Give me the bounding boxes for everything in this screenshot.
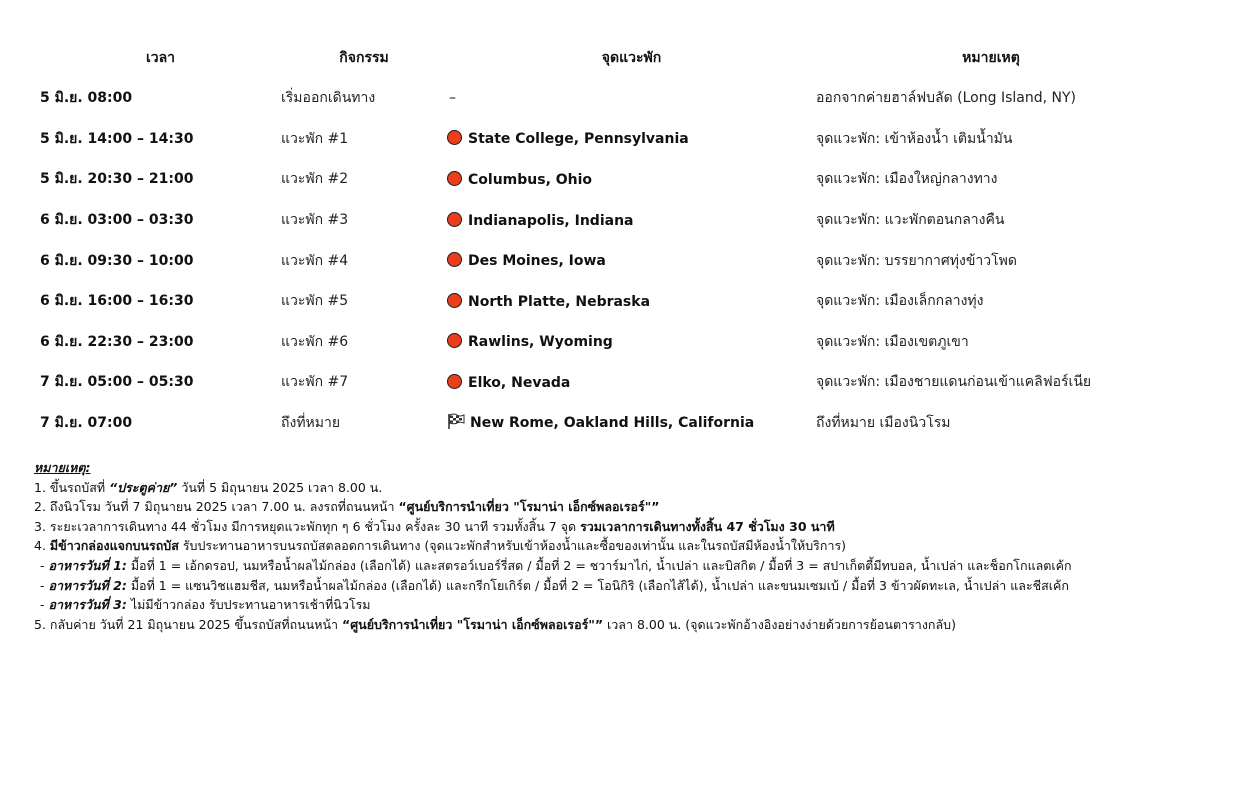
stop-name: State College, Pennsylvania xyxy=(468,131,689,148)
table-row xyxy=(40,240,1166,281)
row-stop xyxy=(447,78,816,119)
note-1: 1. ขึ้นรถบัสที่ “ประตูค่าย” วันที่ 5 มิถุนายน 2025 เวลา 8.00 น. xyxy=(34,479,383,495)
stop-sign-icon xyxy=(447,171,462,186)
row-note: จุดแวะพัก: เมืองชายแดนก่อนเข้าแคลิฟอร์เนีย xyxy=(816,374,1092,391)
stop-sign-icon xyxy=(447,333,462,348)
row-note: จุดแวะพัก: บรรยากาศทุ่งข้าวโพด xyxy=(816,252,1017,269)
stop-name: North Platte, Nebraska xyxy=(468,293,651,310)
table-row xyxy=(40,119,1166,160)
table-row xyxy=(40,403,1166,444)
row-note: จุดแวะพัก: เมืองใหญ่กลางทาง xyxy=(816,171,998,188)
meal-day-3: - อาหารวันที่ 3: ไม่มีข้าวกล่อง รับประทานอาหารเช้าที่นิวโรม xyxy=(40,597,371,613)
row-note: จุดแวะพัก: เมืองเขตภูเขา xyxy=(816,333,969,350)
stop-name: Columbus, Ohio xyxy=(468,171,593,188)
row-stop xyxy=(447,159,816,200)
stop-name: Rawlins, Wyoming xyxy=(468,334,613,351)
note-4: 4. มีข้าวกล่องแจกบนรถบัส รับประทานอาหารบนรถบัสตลอดการเดินทาง (จุดแวะพักสำหรับเข้าห้องน้ำและซื้อของเท่านั้น และในรถบัสมีห้องน้ำให้บริการ) xyxy=(34,538,847,554)
row-stop xyxy=(447,362,816,403)
note-5: 5. กลับค่าย วันที่ 21 มิถุนายน 2025 ขึ้นรถบัสที่ถนนหน้า “ศูนย์บริการนำเที่ยว "โรมาน่า เอ็กซ์พลอเรอร์"” เวลา 8.00 น. (จุดแวะพักอ้างอิงอย่างง่ายด้วยการย้อนตารางกลับ) xyxy=(34,616,956,632)
row-stop xyxy=(447,281,816,322)
row-time: 7 มิ.ย. 07:00 xyxy=(40,415,133,432)
row-activity: แวะพัก #7 xyxy=(281,374,349,391)
row-time: 5 มิ.ย. 20:30 – 21:00 xyxy=(40,171,194,188)
row-time: 6 มิ.ย. 22:30 – 23:00 xyxy=(40,333,194,350)
table-row xyxy=(40,78,1166,119)
stop-name: Des Moines, Iowa xyxy=(468,253,606,270)
table-row xyxy=(40,281,1166,322)
stop-sign-icon xyxy=(447,293,462,308)
stop-name: Elko, Nevada xyxy=(468,374,571,391)
header-note: หมายเหตุ xyxy=(962,50,1020,66)
meal-day-2: - อาหารวันที่ 2: มื้อที่ 1 = แซนวิชแฮมชีส, นมหรือน้ำผลไม้กล่อง (เลือกได้) และกรีกโยเกิร์ต / มื้อที่ 2 = โอนิกิริ (เลือกไส้ได้), น้ำเปล่า และขนมเซมเบ้ / มื้อที่ 3 ข้าวผัดทะเล, น้ำเปล่า และชีสเค้ก xyxy=(40,577,1069,593)
row-note: ถึงที่หมาย เมืองนิวโรม xyxy=(816,415,951,432)
row-time: 5 มิ.ย. 08:00 xyxy=(40,90,133,107)
stop-name: New Rome, Oakland Hills, California xyxy=(470,414,755,431)
row-activity: แวะพัก #6 xyxy=(281,333,349,350)
checkered-flag-icon xyxy=(447,413,465,434)
row-stop xyxy=(447,119,816,160)
meal-day-1: - อาหารวันที่ 1: มื้อที่ 1 = เอ้กดรอป, นมหรือน้ำผลไม้กล่อง (เลือกได้) และสตรอว์เบอร์รี่สด / มื้อที่ 2 = ชวาร์มาไก่, น้ำเปล่า และบิสกิต / มื้อที่ 3 = สปาเก็ตตี้มีทบอล, น้ำเปล่า และช็อกโกแลตเค้ก xyxy=(40,557,1072,573)
stop-sign-icon xyxy=(447,374,462,389)
stop-sign-icon xyxy=(447,130,462,145)
table-row xyxy=(40,362,1166,403)
row-note: จุดแวะพัก: เมืองเล็กกลางทุ่ง xyxy=(816,293,984,310)
table-header-row xyxy=(40,38,1166,78)
row-activity: แวะพัก #2 xyxy=(281,171,349,188)
schedule-table xyxy=(40,38,1166,443)
header-stop: จุดแวะพัก xyxy=(601,50,662,66)
row-time: 7 มิ.ย. 05:00 – 05:30 xyxy=(40,374,194,391)
row-time: 6 มิ.ย. 16:00 – 16:30 xyxy=(40,293,194,310)
row-time: 6 มิ.ย. 03:00 – 03:30 xyxy=(40,212,194,229)
notes-heading: หมายเหตุ: xyxy=(34,460,91,475)
row-activity: แวะพัก #5 xyxy=(281,293,349,310)
row-stop xyxy=(447,240,816,281)
note-3: 3. ระยะเวลาการเดินทาง 44 ชั่วโมง มีการหยุดแวะพักทุก ๆ 6 ชั่วโมง ครั้งละ 30 นาที รวมทั้งสิ้น 7 จุด รวมเวลาการเดินทางทั้งสิ้น 47 ชั่วโมง 30 นาที xyxy=(34,518,835,534)
row-note: จุดแวะพัก: แวะพักตอนกลางคืน xyxy=(816,212,1005,229)
row-stop xyxy=(447,403,816,444)
row-activity: แวะพัก #4 xyxy=(281,252,349,269)
table-row xyxy=(40,322,1166,363)
header-activity: กิจกรรม xyxy=(339,50,389,66)
row-time: 6 มิ.ย. 09:30 – 10:00 xyxy=(40,252,194,269)
row-activity: ถึงที่หมาย xyxy=(281,415,341,432)
notes-section xyxy=(34,458,1234,634)
note-2: 2. ถึงนิวโรม วันที่ 7 มิถุนายน 2025 เวลา 7.00 น. ลงรถที่ถนนหน้า “ศูนย์บริการนำเที่ยว "โรมาน่า เอ็กซ์พลอเรอร์"” xyxy=(34,499,660,515)
row-stop xyxy=(447,200,816,241)
row-activity: แวะพัก #3 xyxy=(281,212,349,229)
stop-sign-icon xyxy=(447,212,462,227)
stop-name: Indianapolis, Indiana xyxy=(468,212,634,229)
header-time: เวลา xyxy=(145,50,176,66)
row-time: 5 มิ.ย. 14:00 – 14:30 xyxy=(40,130,194,147)
row-note: จุดแวะพัก: เข้าห้องน้ำ เติมน้ำมัน xyxy=(816,130,1013,147)
table-row xyxy=(40,159,1166,200)
stop-name: – xyxy=(449,90,456,107)
table-row xyxy=(40,200,1166,241)
stop-sign-icon xyxy=(447,252,462,267)
row-stop xyxy=(447,322,816,363)
row-activity: แวะพัก #1 xyxy=(281,130,349,147)
row-activity: เริ่มออกเดินทาง xyxy=(281,90,376,107)
row-note: ออกจากค่ายฮาล์ฟบลัด (Long Island, NY) xyxy=(816,90,1076,107)
